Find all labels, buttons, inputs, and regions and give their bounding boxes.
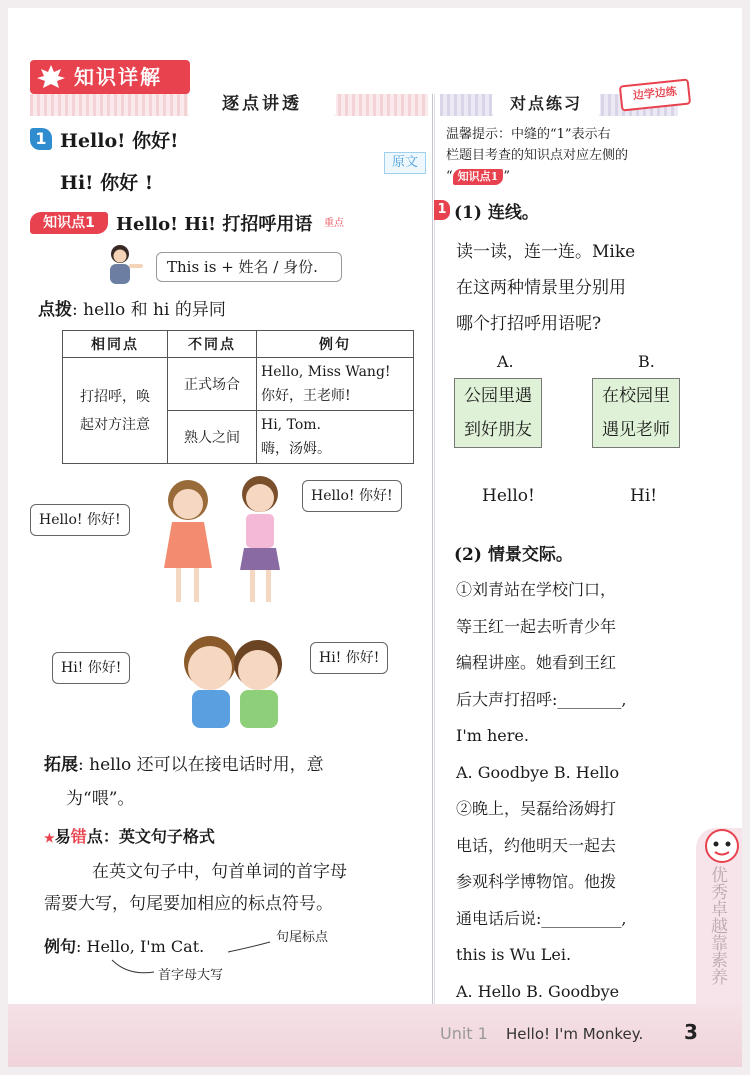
- column-divider-shadow: [434, 94, 435, 1004]
- extension-block: [44, 748, 424, 816]
- error-paragraph: [44, 856, 428, 920]
- q1-line: 哪个打招呼用语呢?: [456, 314, 602, 334]
- error-point-title: [44, 824, 215, 847]
- q2-line: 编程讲座。她看到王红: [456, 653, 617, 672]
- extension-text: : hello 还可以在接电话时用，意: [78, 755, 324, 775]
- scene-b-line: 遇见老师: [602, 420, 670, 440]
- scene-b-line: 在校园里: [602, 386, 670, 406]
- tip-quote-open: “: [446, 169, 453, 184]
- diff-cell: 熟人之间: [168, 411, 257, 464]
- page-number: 3: [684, 1020, 698, 1044]
- example-zh: 你好，王老师!: [261, 388, 351, 404]
- tip-line-1: 温馨提示：中缝的“1”表示右: [446, 127, 611, 142]
- example-zh: 嗨，汤姆。: [261, 441, 331, 457]
- q2-line: 参观科学博物馆。他拨: [456, 872, 617, 891]
- q1-line: 在这两种情景里分别用: [456, 278, 626, 298]
- lesson-line-2: Hi! 你好 !: [60, 172, 154, 194]
- example-en: Hi, Tom.: [261, 417, 321, 433]
- comparison-table: [62, 330, 414, 464]
- knowledge-point-title: Hello! Hi! 打招呼用语: [116, 214, 313, 235]
- question-1-title: (1) 连线。: [454, 203, 539, 223]
- dianbo-label: 点拨: [38, 300, 72, 320]
- footer-lesson-title: Hello! I'm Monkey.: [506, 1025, 644, 1043]
- q2-line: ①刘青站在学校门口，: [456, 580, 617, 599]
- annotation-arrows: [108, 936, 278, 976]
- speech-bubble-girl-left: Hello! 你好!: [30, 504, 130, 536]
- side-slogan: 优秀卓越靠素养: [707, 866, 727, 985]
- example-en: Hello, Miss Wang!: [261, 364, 391, 380]
- error-title-text: ：英文句子格式: [102, 827, 215, 846]
- question-point-badge: 1: [434, 200, 450, 220]
- annotation-end-punct: 句尾标点: [276, 930, 329, 945]
- column-divider: [432, 94, 433, 1004]
- girls-illustration: [152, 472, 300, 612]
- speech-bubble-boy-right: Hi! 你好!: [310, 642, 388, 674]
- extension-line-2: 为“喂”。: [66, 789, 135, 809]
- example-label: 例句: [44, 937, 77, 956]
- annotation-capital: 首字母大写: [158, 968, 224, 983]
- option-a-label: A.: [497, 352, 514, 371]
- example-text: : Hello, I'm Cat.: [76, 937, 205, 956]
- teacher-icon: [100, 242, 152, 286]
- tip-line-3: [446, 166, 702, 187]
- tip-knowledge-badge: 知识点1: [453, 169, 504, 185]
- q2-line: 通电话后说:__________,: [456, 908, 627, 928]
- table-row: [63, 358, 414, 411]
- same-point-cell: [63, 358, 168, 464]
- q1-line: 读一读，连一连。Mike: [456, 242, 636, 262]
- tip-line-2: 栏题目考查的知识点对应左侧的: [446, 148, 629, 163]
- example-cell: [257, 411, 414, 464]
- scene-a-line: 公园里遇: [464, 386, 532, 406]
- q2-options-1[interactable]: A. Goodbye B. Hello: [456, 762, 620, 782]
- question-2-title: (2) 情景交际。: [454, 545, 573, 565]
- answer-hello[interactable]: Hello!: [482, 486, 535, 506]
- left-section-title: 逐点讲透: [188, 92, 336, 116]
- question-2-body: [456, 572, 700, 1010]
- q2-line: ②晚上，吴磊给汤姆打: [456, 799, 617, 818]
- page: [8, 8, 742, 1067]
- tip-quote-close: ”: [503, 169, 510, 184]
- dianbo-line: [38, 295, 226, 320]
- table-header-row: [63, 331, 414, 358]
- error-label-b: 错: [70, 827, 87, 846]
- mascot-icon: [702, 826, 742, 866]
- scene-a-line: 到好朋友: [464, 420, 532, 440]
- key-point-mark: 重点: [324, 218, 344, 229]
- boys-illustration: [168, 624, 298, 728]
- answer-hi[interactable]: Hi!: [630, 486, 658, 506]
- tip-right: [446, 124, 702, 187]
- q2-line: 电话，约他明天一起去: [456, 835, 617, 855]
- speech-bubble-girl-right: Hello! 你好!: [302, 480, 402, 512]
- error-para-line-1: 在英文句子中，句首单词的首字母: [92, 862, 347, 882]
- sentence-pattern-bubble: This is + 姓名 / 身份.: [156, 252, 342, 282]
- q2-options-2[interactable]: A. Hello B. Goodbye: [456, 981, 620, 1001]
- q2-line: 后大声打招呼:________,: [456, 689, 627, 709]
- scene-a-box[interactable]: [454, 378, 542, 448]
- lesson-number-badge: 1: [30, 128, 52, 150]
- scene-b-box[interactable]: [592, 378, 680, 448]
- maple-leaf-icon: [36, 64, 66, 90]
- q2-line: 等王红一起去听青少年: [456, 616, 617, 636]
- star-icon: ★: [44, 831, 55, 845]
- corner-tag: 边学边练: [619, 78, 691, 111]
- speech-bubble-boy-left: Hi! 你好!: [52, 652, 130, 684]
- table-header: 不同点: [168, 331, 257, 358]
- original-text-stamp: 原文: [384, 152, 426, 174]
- same-point-line: 起对方注意: [80, 416, 150, 433]
- example-cell: [257, 358, 414, 411]
- option-b-label: B.: [638, 352, 655, 371]
- section-badge: 知识详解: [30, 60, 190, 94]
- knowledge-point-badge: 知识点1: [30, 212, 108, 234]
- question-1-body: [456, 234, 696, 342]
- table-header: 相同点: [63, 331, 168, 358]
- footer-unit: Unit 1: [440, 1024, 488, 1043]
- q2-line: I'm here.: [456, 726, 529, 745]
- right-section-title: 对点练习: [492, 92, 600, 116]
- extension-line-1: [44, 748, 424, 782]
- same-point-line: 打招呼，唤: [80, 388, 150, 405]
- q2-line: this is Wu Lei.: [456, 945, 572, 964]
- lesson-line-1: Hello! 你好!: [60, 130, 179, 152]
- diff-cell: 正式场合: [168, 358, 257, 411]
- dianbo-text: : hello 和 hi 的异同: [72, 300, 226, 320]
- error-para-line-2: 需要大写，句尾要加相应的标点符号。: [44, 894, 333, 914]
- extension-label: 拓展: [44, 755, 78, 775]
- error-label-a: 易: [54, 827, 71, 846]
- error-label-c: 点: [86, 827, 103, 846]
- table-header: 例句: [257, 331, 414, 358]
